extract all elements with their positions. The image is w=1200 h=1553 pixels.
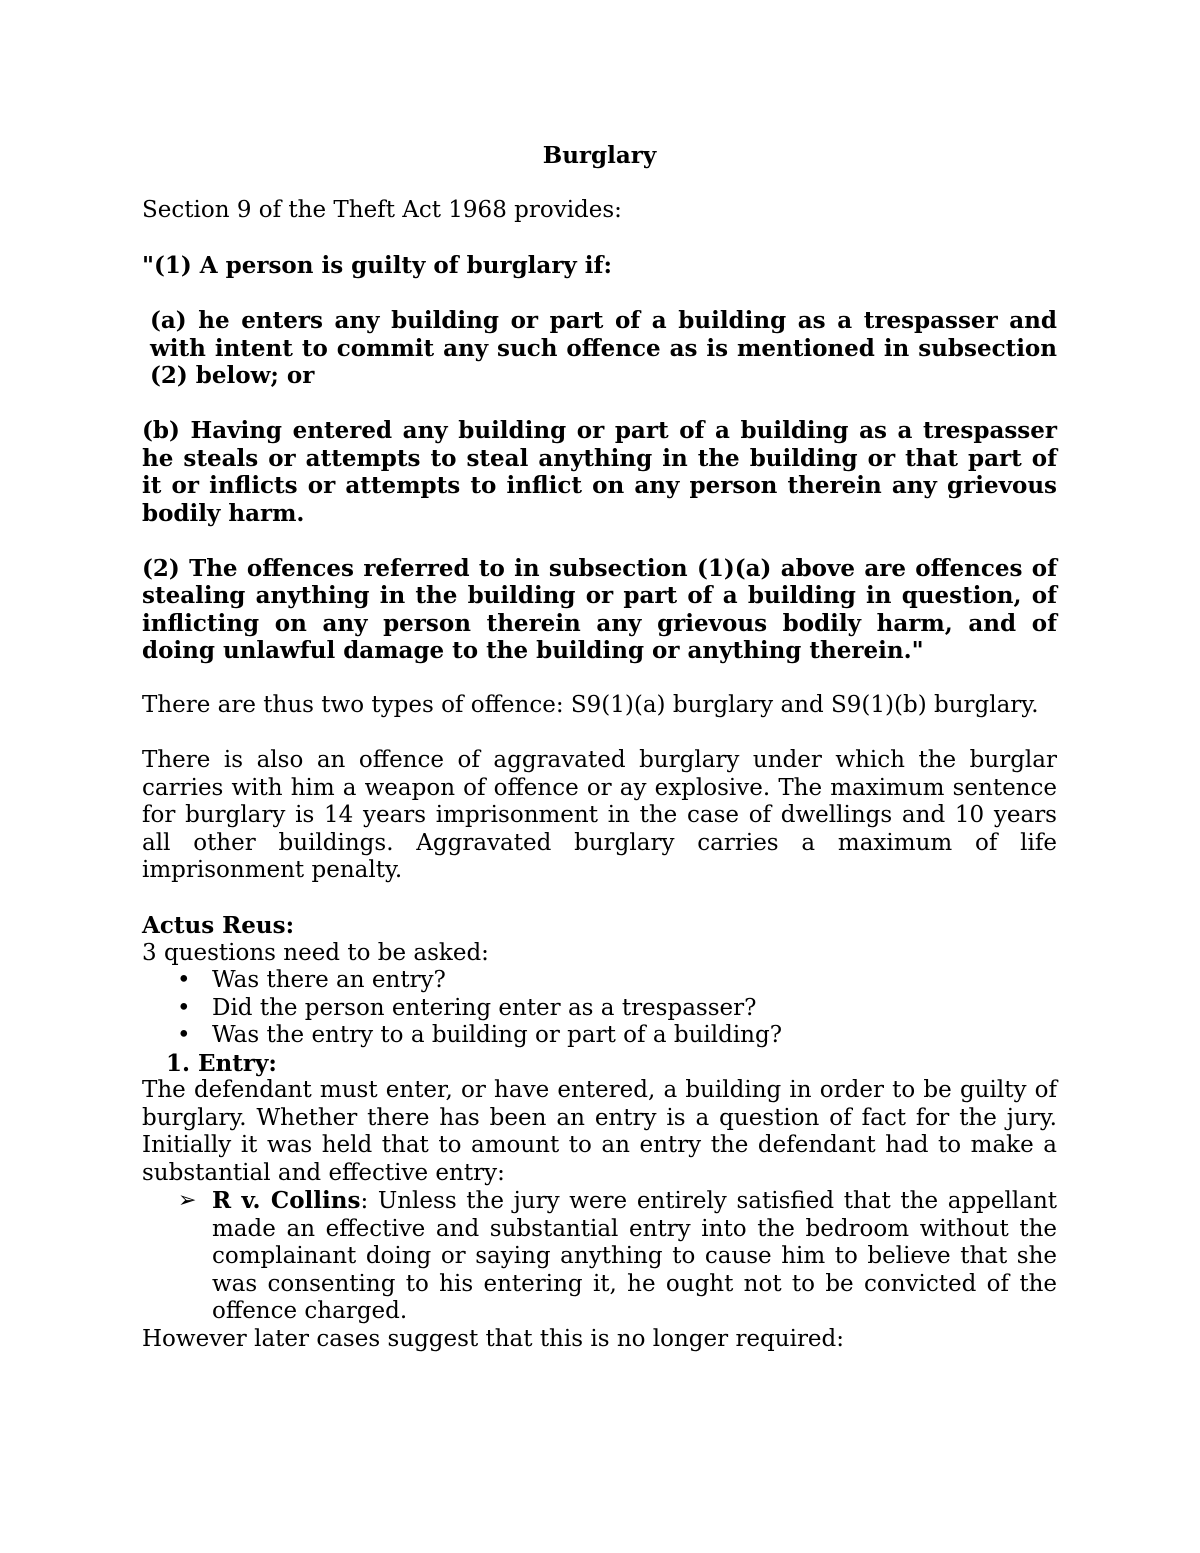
list-item: • Was the entry to a building or part of a building? <box>177 1022 783 1048</box>
bullet-icon: • <box>177 967 191 993</box>
document-title: Burglary <box>542 142 657 169</box>
entry-paragraph: The defendant must enter, or have entered, a building in order to be guilty of burglary. Whether there has been an entry is a question of fact for the jury. Initially it was held that to amount to an entry the defendant had to make a substantial and effective entry: <box>142 1077 1057 1186</box>
arrow-bullet-icon: ➢ <box>178 1188 197 1213</box>
subsection-1-heading: "(1) A person is guilty of burglary if: <box>142 252 612 279</box>
questions-list <box>142 967 1057 1050</box>
bullet-icon: • <box>177 994 191 1021</box>
list-item: • Did the person entering enter as a trespasser? <box>177 994 757 1021</box>
intro-paragraph: Section 9 of the Theft Act 1968 provides: <box>142 197 622 223</box>
list-item: • Was there an entry? <box>177 967 446 993</box>
document-body <box>142 142 1057 1353</box>
bullet-icon: • <box>177 1022 191 1048</box>
questions-intro: 3 questions need to be asked: <box>142 939 489 966</box>
aggravated-burglary-paragraph: There is also an offence of aggravated burglary under which the burglar carries with him a weapon of offence or ay explosive. The maximum sentence for burglary is 14 years imprisonment in the case of dwellings and 10 years all other buildings. Aggravated burglary carries a maximum of life imprisonment penalty. <box>142 747 1057 883</box>
case-name: R v. Collins <box>212 1187 361 1214</box>
later-cases-paragraph: However later cases suggest that this is no longer required: <box>142 1325 845 1352</box>
case-text: : Unless the jury were entirely satisfied that the appellant made an effective and substantial entry into the bedroom without the complainant doing or saying anything to cause him to believe that she was consenting to his entering it, he ought not to be convicted of the offence charged. <box>212 1188 1057 1324</box>
actus-reus-heading: Actus Reus: <box>142 912 295 939</box>
subsection-2: (2) The offences referred to in subsection (1)(a) above are offences of stealing anything in the building or part of a building in question, of inflicting on any person therein any grievous bodily harm, and of doing unlawful damage to the building or anything therein." <box>142 554 1057 664</box>
subsection-1b: (b) Having entered any building or part of a building as a trespasser he steals or attempts to steal anything in the building or that part of it or inflicts or attempts to inflict on any person therein any grievous bodily harm. <box>142 417 1057 527</box>
subsection-1a: (a) he enters any building or part of a building as a trespasser and with intent to commit any such offence as is mentioned in subsection (2) below; or <box>150 307 1057 389</box>
offence-types-paragraph: There are thus two types of offence: S9(1)(a) burglary and S9(1)(b) burglary. <box>142 692 1039 718</box>
entry-heading: 1. Entry: <box>166 1049 277 1077</box>
case-item <box>142 1187 1057 1326</box>
